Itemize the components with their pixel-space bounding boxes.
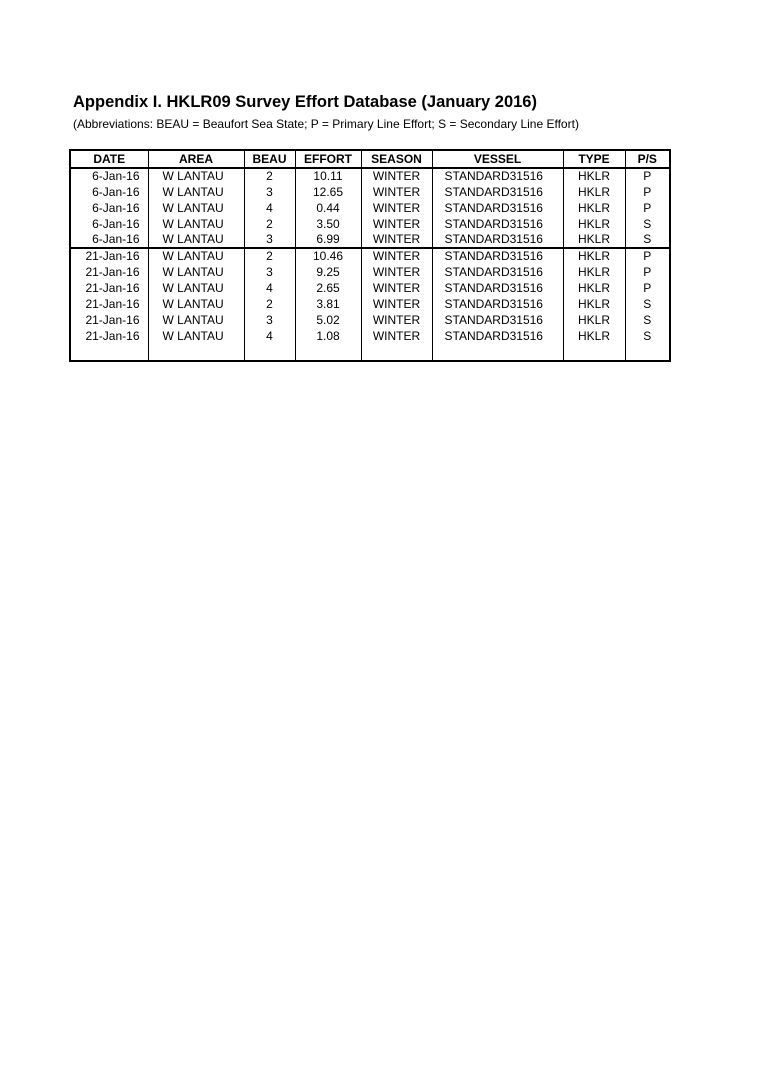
cell-area: W LANTAU	[148, 248, 244, 264]
table-row	[71, 248, 669, 264]
cell-ps: S	[625, 328, 669, 344]
cell-type: HKLR	[563, 216, 625, 232]
cell-effort: 9.25	[295, 264, 361, 280]
cell-date: 21-Jan-16	[71, 248, 148, 264]
column-header-season: SEASON	[361, 151, 432, 168]
table-row	[71, 264, 669, 280]
cell-date: 6-Jan-16	[92, 216, 140, 231]
cell-area: W LANTAU	[148, 184, 244, 200]
cell-vessel: STANDARD31516	[432, 216, 563, 232]
cell-vessel: STANDARD31516	[432, 280, 563, 296]
abbreviations-note: (Abbreviations: BEAU = Beaufort Sea State; P = Primary Line Effort; S = Secondary Line Effort)	[73, 117, 579, 131]
cell-ps: P	[625, 264, 669, 280]
empty-cell	[563, 344, 625, 360]
cell-season: WINTER	[361, 184, 432, 200]
cell-area: W LANTAU	[148, 168, 244, 184]
cell-type: HKLR	[563, 184, 625, 200]
cell-type: HKLR	[563, 200, 625, 216]
cell-date: 6-Jan-16	[92, 184, 140, 199]
survey-effort-table	[69, 149, 671, 362]
table-filler-row	[71, 344, 669, 360]
empty-cell	[295, 344, 361, 360]
cell-effort: 1.08	[295, 328, 361, 344]
cell-vessel: STANDARD31516	[432, 312, 563, 328]
cell-beau: 4	[244, 200, 295, 216]
table-row	[71, 200, 669, 216]
cell-ps: S	[625, 312, 669, 328]
cell-type: HKLR	[563, 280, 625, 296]
cell-vessel: STANDARD31516	[432, 264, 563, 280]
cell-date: 21-Jan-16	[85, 328, 140, 343]
cell-type: HKLR	[563, 328, 625, 344]
table-row	[71, 168, 669, 184]
cell-vessel: STANDARD31516	[432, 168, 563, 184]
cell-beau: 3	[244, 232, 295, 248]
cell-effort: 3.81	[295, 296, 361, 312]
cell-beau: 3	[244, 184, 295, 200]
cell-beau: 3	[244, 312, 295, 328]
table-row	[71, 232, 669, 248]
cell-ps: P	[625, 184, 669, 200]
cell-effort: 0.44	[295, 200, 361, 216]
table-row	[71, 328, 669, 344]
cell-season: WINTER	[361, 200, 432, 216]
cell-beau: 3	[244, 264, 295, 280]
empty-cell	[71, 344, 148, 360]
cell-date: 21-Jan-16	[85, 296, 140, 311]
cell-season: WINTER	[361, 232, 432, 248]
cell-beau: 4	[244, 280, 295, 296]
cell-date: 6-Jan-16	[92, 200, 140, 215]
cell-effort: 2.65	[295, 280, 361, 296]
cell-ps: S	[625, 296, 669, 312]
page-title: Appendix I. HKLR09 Survey Effort Database (January 2016)	[73, 93, 537, 111]
empty-cell	[432, 344, 563, 360]
cell-season: WINTER	[361, 312, 432, 328]
cell-date: 6-Jan-16	[92, 169, 140, 183]
cell-ps: S	[625, 216, 669, 232]
column-header-ps: P/S	[625, 151, 669, 168]
cell-ps: S	[625, 232, 669, 248]
cell-type: HKLR	[563, 264, 625, 280]
cell-date: 21-Jan-16	[85, 264, 140, 279]
cell-ps: P	[625, 280, 669, 296]
empty-cell	[625, 344, 669, 360]
cell-type: HKLR	[563, 312, 625, 328]
table-row	[71, 184, 669, 200]
cell-ps: P	[625, 248, 669, 264]
cell-effort: 6.99	[295, 232, 361, 248]
cell-date: 6-Jan-16	[92, 232, 140, 246]
cell-date: 21-Jan-16	[85, 312, 140, 327]
table-row	[71, 216, 669, 232]
column-header-vessel: VESSEL	[432, 151, 563, 168]
cell-area: W LANTAU	[148, 312, 244, 328]
column-header-beau: BEAU	[244, 151, 295, 168]
cell-area: W LANTAU	[148, 296, 244, 312]
table-row	[71, 280, 669, 296]
cell-area: W LANTAU	[148, 328, 244, 344]
empty-cell	[361, 344, 432, 360]
cell-vessel: STANDARD31516	[432, 328, 563, 344]
cell-type: HKLR	[563, 232, 625, 248]
table-row	[71, 296, 669, 312]
cell-beau: 2	[244, 296, 295, 312]
table-row	[71, 312, 669, 328]
cell-season: WINTER	[361, 248, 432, 264]
cell-effort: 10.46	[295, 248, 361, 264]
cell-season: WINTER	[361, 216, 432, 232]
cell-vessel: STANDARD31516	[432, 296, 563, 312]
cell-type: HKLR	[563, 296, 625, 312]
cell-area: W LANTAU	[148, 200, 244, 216]
cell-beau: 4	[244, 328, 295, 344]
cell-vessel: STANDARD31516	[432, 200, 563, 216]
cell-type: HKLR	[563, 248, 625, 264]
cell-season: WINTER	[361, 264, 432, 280]
cell-date: 21-Jan-16	[85, 280, 140, 295]
cell-beau: 2	[244, 216, 295, 232]
empty-cell	[148, 344, 244, 360]
cell-ps: P	[625, 200, 669, 216]
table-header-row	[71, 151, 669, 168]
cell-beau: 2	[244, 168, 295, 184]
column-header-type: TYPE	[563, 151, 625, 168]
cell-ps: P	[625, 168, 669, 184]
cell-season: WINTER	[361, 328, 432, 344]
cell-vessel: STANDARD31516	[432, 248, 563, 264]
column-header-effort: EFFORT	[295, 151, 361, 168]
cell-type: HKLR	[563, 168, 625, 184]
cell-area: W LANTAU	[148, 280, 244, 296]
cell-effort: 10.11	[295, 168, 361, 184]
cell-season: WINTER	[361, 280, 432, 296]
column-header-area: AREA	[148, 151, 244, 168]
column-header-date: DATE	[71, 151, 148, 168]
cell-area: W LANTAU	[148, 216, 244, 232]
empty-cell	[244, 344, 295, 360]
cell-area: W LANTAU	[148, 264, 244, 280]
cell-vessel: STANDARD31516	[432, 184, 563, 200]
cell-effort: 12.65	[295, 184, 361, 200]
cell-vessel: STANDARD31516	[432, 232, 563, 248]
cell-effort: 3.50	[295, 216, 361, 232]
cell-beau: 2	[244, 248, 295, 264]
cell-season: WINTER	[361, 296, 432, 312]
cell-effort: 5.02	[295, 312, 361, 328]
cell-season: WINTER	[361, 168, 432, 184]
cell-area: W LANTAU	[148, 232, 244, 248]
